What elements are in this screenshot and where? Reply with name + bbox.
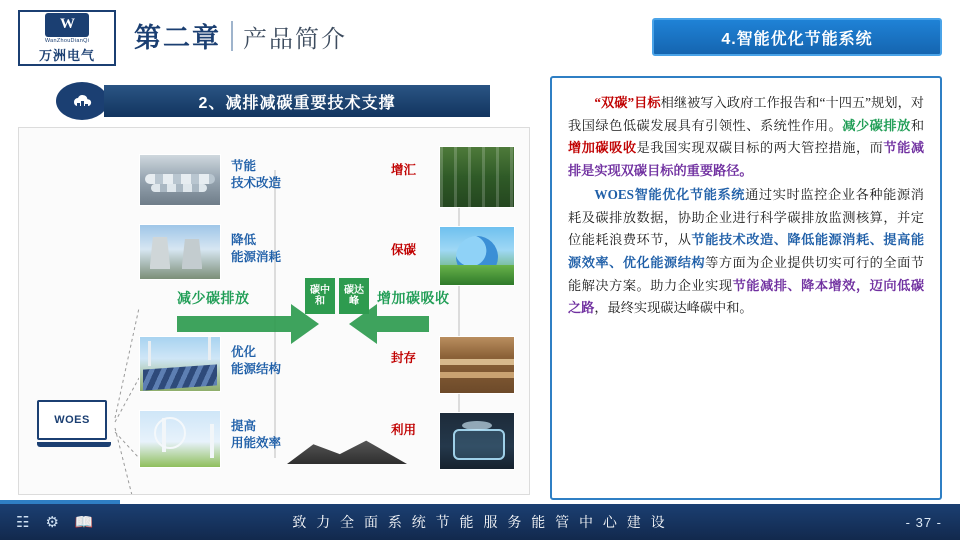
right-item-4-label: 利用 <box>391 423 417 437</box>
chapter-number: 第二章 <box>134 23 221 53</box>
right-item-1-label: 增汇 <box>391 163 417 177</box>
chapter-subtitle: 产品简介 <box>243 27 347 53</box>
topic-badge <box>652 18 942 56</box>
logo-pinyin: WanZhouDianQi <box>44 37 90 44</box>
logo-shield-icon <box>45 13 89 37</box>
topic-badge-label: 4.智能优化节能系统 <box>721 30 873 48</box>
tile-carbon-peak: 碳达峰 <box>339 278 369 314</box>
company-logo <box>18 10 116 66</box>
gear-icon[interactable]: ⚙ <box>45 513 59 531</box>
p2-s1: WOES智能优化节能系统 <box>594 186 746 202</box>
section-title <box>104 85 490 117</box>
carbon-diagram <box>18 127 530 495</box>
logo-company-name: 万洲电气 <box>38 47 95 63</box>
p1-s1: “双碳”目标 <box>594 95 661 110</box>
p1-s7: 节能减排是实现双碳目标的重要路径。 <box>568 140 925 179</box>
reduce-emission-arrow-label: 减少碳排放 <box>177 290 250 306</box>
page-number: - 37 - <box>905 514 942 530</box>
chapter-divider <box>231 21 233 51</box>
p1-s3: 减少碳排放 <box>842 117 911 133</box>
carbon-goal-tiles <box>305 278 369 314</box>
p2-s4: 等方面为企业提供切实可行的全面节能解决方案。助力企业实现 <box>568 254 924 293</box>
cloud-factory-icon <box>56 82 108 120</box>
diagram-flow-arrows <box>19 128 530 495</box>
logo-mark-letter: W <box>60 16 74 32</box>
footer-bar <box>0 504 960 540</box>
description-panel <box>550 76 942 500</box>
left-item-2-label: 降低 能源消耗 <box>231 233 282 264</box>
footer-slogan: 致 力 全 面 系 统 节 能 服 务 能 管 中 心 建 设 <box>292 514 668 530</box>
paragraph-1 <box>568 92 924 183</box>
p2-s2: 通过实时监控企业各种能源消耗及碳排放数据，协助企业进行科学碳排放监测核算，并定位能耗浪费环节，从 <box>568 186 924 248</box>
p1-s6: 是我国实现双碳目标的两大管控措施，而 <box>636 140 884 156</box>
p2-s6: ，最终实现碳达峰碳中和。 <box>594 300 753 316</box>
book-icon[interactable]: 📖 <box>74 513 94 531</box>
chapter-heading <box>134 16 347 55</box>
left-item-1-label: 节能 技术改造 <box>231 159 282 190</box>
tile-carbon-neutral: 碳中和 <box>305 278 335 314</box>
p1-s4: 和 <box>910 117 924 133</box>
p1-s2: 相继被写入政府工作报告和“十四五”规划，对我国绿色低碳发展具有引领性、系统性作用。 <box>568 95 924 133</box>
left-item-4-label: 提高 用能效率 <box>231 419 282 450</box>
right-item-3-label: 封存 <box>391 351 417 365</box>
increase-absorption-arrow-label: 增加碳吸收 <box>377 290 450 306</box>
network-icon[interactable]: ☷ <box>16 513 30 531</box>
right-item-2-label: 保碳 <box>391 243 417 257</box>
section-title-label: 2、减排减碳重要技术支撑 <box>198 94 396 112</box>
p1-s5: 增加碳吸收 <box>568 140 637 156</box>
p2-s5: 节能减排、降本增效，迈向低碳之路 <box>568 277 925 316</box>
paragraph-2 <box>568 184 924 320</box>
p2-s3: 节能技术改造、降低能源消耗、提高能源效率、优化能源结构 <box>568 232 925 270</box>
left-item-3-label: 优化 能源结构 <box>231 345 282 376</box>
woes-label: WOES <box>54 414 90 426</box>
